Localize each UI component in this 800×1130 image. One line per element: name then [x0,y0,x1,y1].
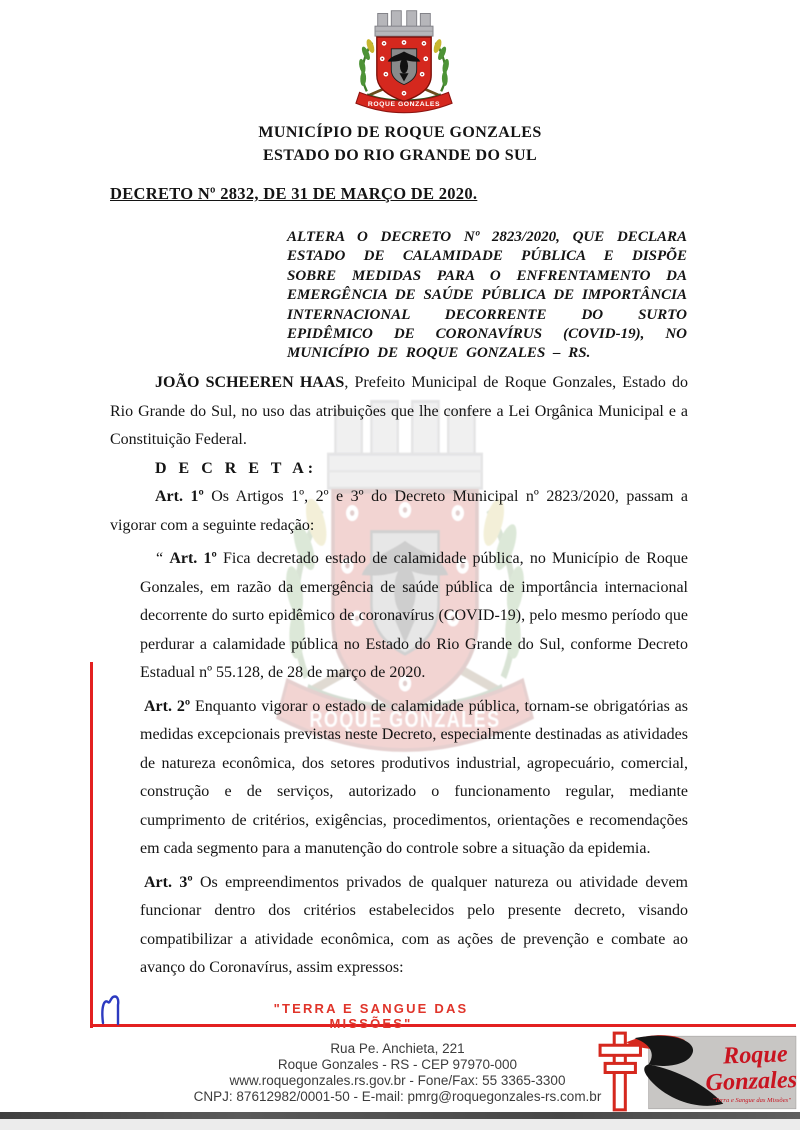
missionary-cross-icon [600,1033,640,1110]
article-2-text: Enquanto vigorar o estado de calamidade pública, tornam-se obrigatórias as medidas excepcionais previstas neste Decreto, especialmente destinadas as atividades de natureza econômica, dos setores produtivos industrial, agropecuário, comercial, construção e de serviços, autorizado o funcionamento regular, mediante cumprimento de critérios, exigências, procedimentos, orientações e recomendações em cada segmento para a manutenção do controle sobre a situação da epidemia. [140,697,688,857]
article-1-text: Fica decretado estado de calamidade pública, no Município de Roque Gonzales, em razão da emergência de saúde pública de importância internacional decorrente do surto epidêmico de coronavírus (COVID-19), pelo mesmo período que perdurar a calamidade pública no Estado do Rio Grande do Sul, conforme Decreto Estadual nº 55.128, de 28 de março de 2020. [140,550,688,681]
state-title: ESTADO DO RIO GRANDE DO SUL [262,147,538,164]
article-1-intro [110,483,688,540]
article-2-label: Art. 2º [144,697,191,715]
logo-word-roque: Roque [722,1040,789,1070]
handwritten-initial-mark [97,992,129,1032]
municipality-title: MUNICÍPIO DE ROQUE GONZALES [258,124,542,141]
footer-cnpj-email: CNPJ: 87612982/0001-50 - E-mail: pmrg@roquegonzales-rs.com.br [193,1089,602,1104]
article-1-intro-label: Art. 1º [155,488,204,505]
article-2-quoted [140,693,688,864]
scan-edge-below [0,1119,800,1130]
city-logo [592,1030,798,1117]
preamble-paragraph [110,369,688,455]
article-1-intro-text: Os Artigos 1º, 2º e 3º do Decreto Municipal nº 2823/2020, passam a vigorar com a seguinte redação: [110,488,689,534]
footer-city-cep: Roque Gonzales - RS - CEP 97970-000 [277,1057,518,1072]
article-3-quoted [140,869,688,983]
scan-edge-shadow [0,1112,800,1119]
letterhead-titles [0,121,800,167]
footer-site-phone: www.roquegonzales.rs.gov.br - Fone/Fax: 55 3365-3300 [229,1073,566,1088]
footer-street: Rua Pe. Anchieta, 221 [330,1041,465,1056]
letterhead-frame-vertical-line [90,662,93,1028]
decree-title: DECRETO Nº 2832, DE 31 DE MARÇO DE 2020. [110,184,478,203]
article-1-label: Art. 1º [169,550,217,567]
article-3-label: Art. 3º [144,873,193,891]
article-1-quoted [140,545,688,688]
preamble-text: , Prefeito Municipal de Roque Gonzales, Estado do Rio Grande do Sul, no uso das atribuições que lhe confere a Lei Orgânica Municipal e a Constituição Federal. [110,374,689,448]
article-3-text: Os empreendimentos privados de qualquer natureza ou atividade devem funcionar dentro dos critérios estabelecidos pelo presente decreto, visando compatibilizar a atividade econômica, com as ações de prevenção e combate ao avanço do Coronavírus, assim expressos: [140,873,689,976]
open-quote: “ [156,550,170,567]
decreta-heading: D E C R E T A: [155,459,318,477]
municipal-coat-of-arms-icon [336,6,472,117]
letterhead-slogan: "TERRA E SANGUE DAS MISSÕES" [273,1001,469,1031]
decree-ementa: ALTERA O DECRETO Nº 2823/2020, QUE DECLARA ESTADO DE CALAMIDADE PÚBLICA E DISPÕE SOBRE MEDIDAS PARA O ENFRENTAMENTO DA EMERGÊNCIA DE SAÚDE PÚBLICA DE IMPORTÂNCIA INTERNACIONAL DECORRENTE DO SURTO EPIDÊMICO DE CORONAVÍRUS (COVID-19), NO MUNICÍPIO DE ROQUE GONZALES – RS. [287,229,687,362]
decree-body [110,369,688,983]
logo-tagline: "Terra e Sangue das Missões" [712,1096,791,1104]
logo-word-gonzales: Gonzales [705,1066,798,1097]
mayor-name: JOÃO SCHEEREN HAAS [155,374,345,391]
